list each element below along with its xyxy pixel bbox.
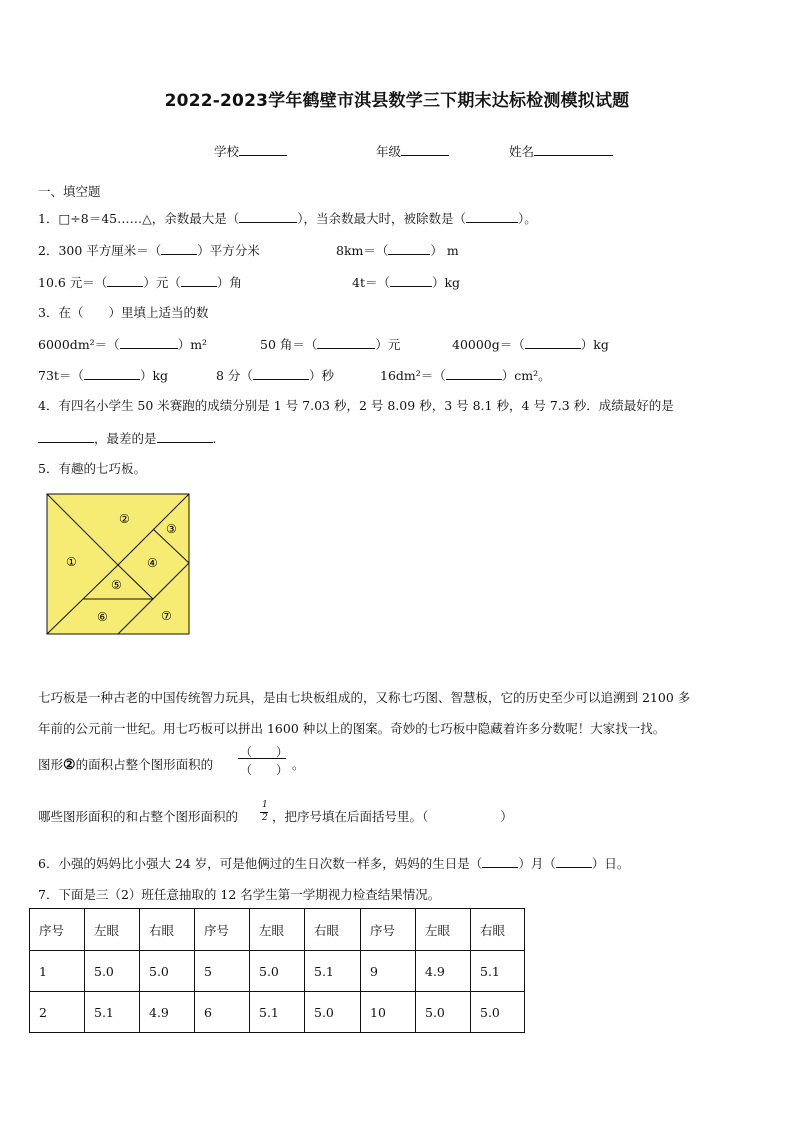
section-heading: 一、填空题 bbox=[38, 184, 101, 199]
answer-blank[interactable] bbox=[181, 272, 217, 287]
table-cell: 5.1 bbox=[305, 951, 361, 992]
half-fraction bbox=[260, 800, 270, 826]
answer-blank[interactable] bbox=[446, 365, 502, 380]
table-header-cell: 左眼 bbox=[416, 909, 471, 951]
question-3-row-1b bbox=[260, 334, 400, 353]
q5-end: 。 bbox=[292, 757, 305, 772]
question-3-heading: 3．在（ ）里填上适当的数 bbox=[38, 305, 209, 320]
answer-blank[interactable] bbox=[390, 272, 432, 287]
table-cell: 1 bbox=[30, 951, 85, 992]
answer-blank[interactable] bbox=[120, 334, 178, 349]
school-blank[interactable] bbox=[239, 141, 287, 156]
q3-text: ）元 bbox=[375, 337, 401, 352]
table-header-cell: 右眼 bbox=[140, 909, 195, 951]
question-3-row-2a bbox=[38, 365, 168, 384]
q2-text: 4t＝（ bbox=[352, 275, 390, 290]
question-4-line-2 bbox=[38, 428, 217, 447]
table-cell: 10 bbox=[361, 992, 416, 1033]
tangram-paragraph-2: 年前的公元前一世纪。用七巧板可以拼出 1600 种以上的图案。奇妙的七巧板中隐藏着许多分数呢！大家找一找。 bbox=[38, 721, 666, 736]
q3-text: 16dm²＝（ bbox=[380, 368, 446, 383]
tangram-label-7: ⑦ bbox=[161, 609, 172, 623]
q4-text: . bbox=[212, 431, 217, 446]
tangram-label-6: ⑥ bbox=[97, 610, 108, 624]
table-header-cell: 序号 bbox=[195, 909, 250, 951]
grade-field[interactable] bbox=[376, 141, 449, 160]
question-3-row-1a bbox=[38, 334, 207, 353]
fraction-denominator-blank[interactable]: （ ） bbox=[240, 763, 289, 777]
grade-label: 年级 bbox=[376, 144, 402, 159]
q1-text-a: 1．□÷8＝45……△，余数最大是（ bbox=[38, 211, 240, 226]
q2-text: ）元（ bbox=[143, 275, 181, 290]
answer-blank[interactable] bbox=[556, 853, 592, 868]
table-cell: 4.9 bbox=[140, 992, 195, 1033]
page-title: 2022-2023学年鹤壁市淇县数学三下期末达标检测模拟试题 bbox=[164, 91, 630, 111]
answer-blank[interactable] bbox=[84, 365, 140, 380]
table-cell: 5.0 bbox=[85, 951, 140, 992]
table-cell: 5.0 bbox=[471, 992, 525, 1033]
question-2-line-1 bbox=[38, 240, 260, 259]
tangram-label-3: ③ bbox=[166, 522, 177, 536]
q3-text: 50 角＝（ bbox=[260, 337, 318, 352]
table-header-cell: 序号 bbox=[30, 909, 85, 951]
table-cell: 5.0 bbox=[140, 951, 195, 992]
name-field[interactable] bbox=[509, 141, 613, 160]
school-label: 学校 bbox=[214, 144, 240, 159]
q2-text: 8km＝（ bbox=[336, 243, 389, 258]
question-4-line-1: 4．有四名小学生 50 米赛跑的成绩分别是 1 号 7.03 秒，2 号 8.09 秒，3 号 8.1 秒，4 号 7.3 秒．成绩最好的是 bbox=[38, 398, 674, 413]
table-header-row bbox=[30, 909, 525, 951]
question-3-row-2b bbox=[216, 365, 334, 384]
answer-blank[interactable] bbox=[253, 365, 309, 380]
answer-blank[interactable] bbox=[107, 272, 143, 287]
q5-text: ） bbox=[500, 809, 513, 824]
grade-blank[interactable] bbox=[401, 141, 449, 156]
question-2-line-2 bbox=[38, 272, 242, 291]
table-row bbox=[30, 951, 525, 992]
answer-blank[interactable] bbox=[38, 428, 94, 443]
tangram-label-2: ② bbox=[119, 512, 130, 526]
q3-text: ）kg bbox=[139, 368, 169, 383]
q2-text: 10.6 元＝（ bbox=[38, 275, 108, 290]
q3-text: 6000dm²＝（ bbox=[38, 337, 120, 352]
answer-blank[interactable] bbox=[317, 334, 375, 349]
q3-text: 40000g＝（ bbox=[452, 337, 525, 352]
table-header-cell: 左眼 bbox=[85, 909, 140, 951]
question-3-row-2c bbox=[380, 365, 551, 384]
question-7-heading: 7．下面是三（2）班任意抽取的 12 名学生第一学期视力检查结果情况。 bbox=[38, 887, 441, 902]
q5-text: 的面积占整个图形面积的 bbox=[75, 757, 214, 772]
school-field[interactable] bbox=[214, 141, 287, 160]
table-cell: 5.1 bbox=[250, 992, 305, 1033]
table-cell: 5.0 bbox=[305, 992, 361, 1033]
answer-blank[interactable] bbox=[482, 853, 518, 868]
q5-text: 图形 bbox=[38, 757, 64, 772]
q1-text-c: ）。 bbox=[517, 211, 537, 226]
answer-blank[interactable] bbox=[161, 240, 197, 255]
q3-text: ）m² bbox=[177, 337, 208, 352]
table-header-cell: 右眼 bbox=[305, 909, 361, 951]
tangram-question-2 bbox=[38, 807, 238, 825]
q5-text: ，把序号填在后面括号里。（ bbox=[272, 809, 429, 824]
tangram-label-1: ① bbox=[66, 555, 77, 569]
table-header-cell: 序号 bbox=[361, 909, 416, 951]
fraction-numerator-blank[interactable]: （ ） bbox=[240, 745, 289, 759]
table-cell: 5.0 bbox=[416, 992, 471, 1033]
half-denominator: 2 bbox=[262, 813, 268, 823]
q3-text: ）kg bbox=[580, 337, 609, 352]
question-2-line-2b bbox=[352, 272, 460, 291]
q6-text: ）日。 bbox=[591, 856, 630, 871]
table-cell: 9 bbox=[361, 951, 416, 992]
table-header-cell: 右眼 bbox=[471, 909, 525, 951]
q6-text: ）月（ bbox=[518, 856, 556, 871]
table-cell: 5.0 bbox=[250, 951, 305, 992]
q2-text: ）平方分米 bbox=[197, 243, 260, 258]
q3-text: ）秒 bbox=[308, 368, 334, 383]
answer-blank[interactable] bbox=[388, 240, 430, 255]
question-2-line-1b bbox=[336, 240, 459, 259]
q6-text: 6．小强的妈妈比小强大 24 岁，可是他俩过的生日次数一样多，妈妈的生日是（ bbox=[38, 856, 483, 871]
tangram-paragraph-1: 七巧板是一种古老的中国传统智力玩具，是由七块板组成的，又称七巧图、智慧板，它的历史至少可以追溯到 2100 多 bbox=[38, 690, 691, 705]
tangram-question-2b bbox=[272, 807, 513, 825]
tangram-label-5: ⑤ bbox=[111, 578, 122, 592]
answer-blank[interactable] bbox=[157, 428, 213, 443]
name-label: 姓名 bbox=[509, 144, 535, 159]
q5-shape-number: ② bbox=[63, 757, 76, 773]
fraction-bar bbox=[238, 758, 286, 759]
table-cell: 6 bbox=[195, 992, 250, 1033]
q1-text-b: ），当余数最大时，被除数是（ bbox=[297, 211, 466, 226]
answer-blank[interactable] bbox=[525, 334, 581, 349]
question-3-row-1c bbox=[452, 334, 609, 353]
table-header-cell: 左眼 bbox=[250, 909, 305, 951]
table-cell: 5 bbox=[195, 951, 250, 992]
table-cell: 5.1 bbox=[471, 951, 525, 992]
q2-text: ） m bbox=[430, 243, 459, 258]
half-numerator: 1 bbox=[262, 800, 268, 810]
q2-text: ）角 bbox=[216, 275, 242, 290]
question-5-heading: 5．有趣的七巧板。 bbox=[38, 461, 146, 476]
table-cell: 2 bbox=[30, 992, 85, 1033]
table-row bbox=[30, 992, 525, 1033]
q3-text: ）cm²。 bbox=[501, 368, 551, 383]
question-6 bbox=[38, 853, 629, 872]
tangram-question-1 bbox=[38, 755, 213, 773]
name-blank[interactable] bbox=[534, 141, 613, 156]
q2-text: 2．300 平方厘米＝（ bbox=[38, 243, 162, 258]
q4-text: ，最差的是 bbox=[94, 431, 157, 446]
vision-table bbox=[29, 908, 525, 1033]
q3-text: 73t＝（ bbox=[38, 368, 84, 383]
fraction-answer[interactable] bbox=[238, 743, 288, 779]
q5-text: 哪些图形面积的和占整个图形面积的 bbox=[38, 809, 239, 824]
answer-blank[interactable] bbox=[239, 208, 297, 223]
table-cell: 4.9 bbox=[416, 951, 471, 992]
answer-blank[interactable] bbox=[466, 208, 518, 223]
q3-text: 8 分（ bbox=[216, 368, 253, 383]
tangram-label-4: ④ bbox=[147, 556, 158, 570]
question-1 bbox=[38, 208, 537, 227]
table-cell: 5.1 bbox=[85, 992, 140, 1033]
tangram-figure bbox=[44, 491, 192, 637]
q2-text: ）kg bbox=[431, 275, 461, 290]
